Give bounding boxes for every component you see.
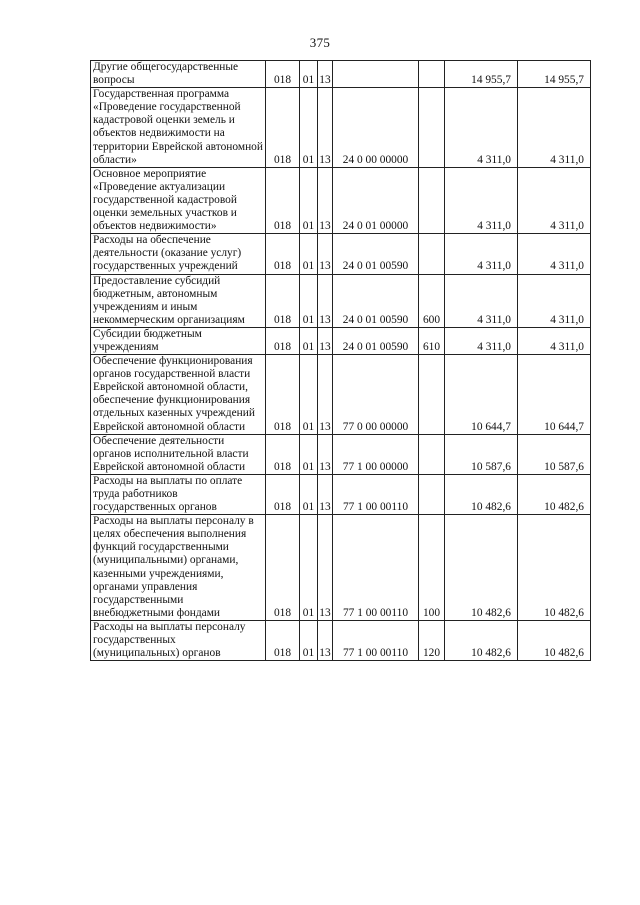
target-article-cell: 24 0 00 00000 (333, 88, 419, 168)
row-name-cell: Другие общегосударственные вопросы (91, 61, 266, 88)
table-row (91, 474, 591, 514)
target-article-cell: 24 0 01 00000 (333, 167, 419, 233)
table-row (91, 88, 591, 168)
row-name-cell: Обеспечение функционирования органов государственной власти Еврейской автономной области, обеспечение функционирования отдельных казенных учреждений Еврейской автономной области (91, 355, 266, 435)
expense-type-cell (419, 61, 445, 88)
target-article-cell: 24 0 01 00590 (333, 234, 419, 274)
row-name-cell: Государственная программа «Проведение государственной кадастровой оценки земель и объектов недвижимости на территории Еврейской автономной области» (91, 88, 266, 168)
subsection-code-cell: 13 (318, 434, 333, 474)
ved-code-cell: 018 (266, 620, 300, 660)
target-article-cell: 77 1 00 00110 (333, 515, 419, 621)
table-row (91, 167, 591, 233)
target-article-cell: 77 1 00 00110 (333, 474, 419, 514)
section-code-cell: 01 (300, 234, 318, 274)
table-row (91, 434, 591, 474)
subsection-code-cell: 13 (318, 61, 333, 88)
amount-year2-cell: 4 311,0 (518, 274, 591, 327)
target-article-cell: 24 0 01 00590 (333, 327, 419, 354)
ved-code-cell: 018 (266, 474, 300, 514)
row-name-cell: Субсидии бюджетным учреждениям (91, 327, 266, 354)
row-name-cell: Предоставление субсидий бюджетным, автономным учреждениям и иным некоммерческим организациям (91, 274, 266, 327)
expense-type-cell: 100 (419, 515, 445, 621)
amount-year2-cell: 10 482,6 (518, 515, 591, 621)
amount-year1-cell: 4 311,0 (445, 327, 518, 354)
amount-year2-cell: 10 587,6 (518, 434, 591, 474)
section-code-cell: 01 (300, 434, 318, 474)
row-name-cell: Расходы на выплаты по оплате труда работников государственных органов (91, 474, 266, 514)
page-number: 375 (309, 35, 331, 50)
ved-code-cell: 018 (266, 88, 300, 168)
table-row (91, 234, 591, 274)
ved-code-cell: 018 (266, 61, 300, 88)
ved-code-cell: 018 (266, 234, 300, 274)
expense-type-cell (419, 434, 445, 474)
target-article-cell: 77 0 00 00000 (333, 355, 419, 435)
section-code-cell: 01 (300, 620, 318, 660)
ved-code-cell: 018 (266, 355, 300, 435)
subsection-code-cell: 13 (318, 620, 333, 660)
expense-type-cell (419, 88, 445, 168)
section-code-cell: 01 (300, 515, 318, 621)
amount-year1-cell: 10 587,6 (445, 434, 518, 474)
subsection-code-cell: 13 (318, 327, 333, 354)
ved-code-cell: 018 (266, 434, 300, 474)
ved-code-cell: 018 (266, 167, 300, 233)
amount-year1-cell: 4 311,0 (445, 88, 518, 168)
target-article-cell: 24 0 01 00590 (333, 274, 419, 327)
subsection-code-cell: 13 (318, 167, 333, 233)
section-code-cell: 01 (300, 355, 318, 435)
table-row (91, 515, 591, 621)
amount-year2-cell: 4 311,0 (518, 88, 591, 168)
amount-year1-cell: 4 311,0 (445, 234, 518, 274)
budget-table (90, 60, 591, 661)
expense-type-cell: 600 (419, 274, 445, 327)
section-code-cell: 01 (300, 167, 318, 233)
row-name-cell: Расходы на обеспечение деятельности (оказание услуг) государственных учреждений (91, 234, 266, 274)
amount-year2-cell: 4 311,0 (518, 167, 591, 233)
target-article-cell (333, 61, 419, 88)
subsection-code-cell: 13 (318, 355, 333, 435)
table-row (91, 355, 591, 435)
target-article-cell: 77 1 00 00110 (333, 620, 419, 660)
amount-year1-cell: 10 644,7 (445, 355, 518, 435)
amount-year2-cell: 10 644,7 (518, 355, 591, 435)
row-name-cell: Расходы на выплаты персоналу в целях обеспечения выполнения функций государственными (муниципальными) органами, казенными учреждениями, органами управления государственными внебюджетными фондами (91, 515, 266, 621)
table-row (91, 274, 591, 327)
expense-type-cell (419, 167, 445, 233)
section-code-cell: 01 (300, 61, 318, 88)
row-name-cell: Обеспечение деятельности органов исполнительной власти Еврейской автономной области (91, 434, 266, 474)
section-code-cell: 01 (300, 327, 318, 354)
section-code-cell: 01 (300, 274, 318, 327)
section-code-cell: 01 (300, 474, 318, 514)
subsection-code-cell: 13 (318, 274, 333, 327)
section-code-cell: 01 (300, 88, 318, 168)
expense-type-cell: 120 (419, 620, 445, 660)
ved-code-cell: 018 (266, 274, 300, 327)
amount-year1-cell: 4 311,0 (445, 167, 518, 233)
amount-year1-cell: 4 311,0 (445, 274, 518, 327)
subsection-code-cell: 13 (318, 515, 333, 621)
table-row (91, 327, 591, 354)
amount-year2-cell: 10 482,6 (518, 474, 591, 514)
amount-year1-cell: 10 482,6 (445, 620, 518, 660)
target-article-cell: 77 1 00 00000 (333, 434, 419, 474)
amount-year1-cell: 14 955,7 (445, 61, 518, 88)
table-row (91, 61, 591, 88)
row-name-cell: Основное мероприятие «Проведение актуализации государственной кадастровой оценки земельных участков и объектов недвижимости» (91, 167, 266, 233)
expense-type-cell (419, 355, 445, 435)
amount-year2-cell: 14 955,7 (518, 61, 591, 88)
ved-code-cell: 018 (266, 327, 300, 354)
amount-year2-cell: 4 311,0 (518, 327, 591, 354)
amount-year1-cell: 10 482,6 (445, 515, 518, 621)
expense-type-cell (419, 234, 445, 274)
table-body (91, 61, 591, 661)
row-name-cell: Расходы на выплаты персоналу государственных (муниципальных) органов (91, 620, 266, 660)
amount-year2-cell: 4 311,0 (518, 234, 591, 274)
amount-year1-cell: 10 482,6 (445, 474, 518, 514)
subsection-code-cell: 13 (318, 88, 333, 168)
subsection-code-cell: 13 (318, 474, 333, 514)
expense-type-cell (419, 474, 445, 514)
expense-type-cell: 610 (419, 327, 445, 354)
amount-year2-cell: 10 482,6 (518, 620, 591, 660)
ved-code-cell: 018 (266, 515, 300, 621)
subsection-code-cell: 13 (318, 234, 333, 274)
table-row (91, 620, 591, 660)
